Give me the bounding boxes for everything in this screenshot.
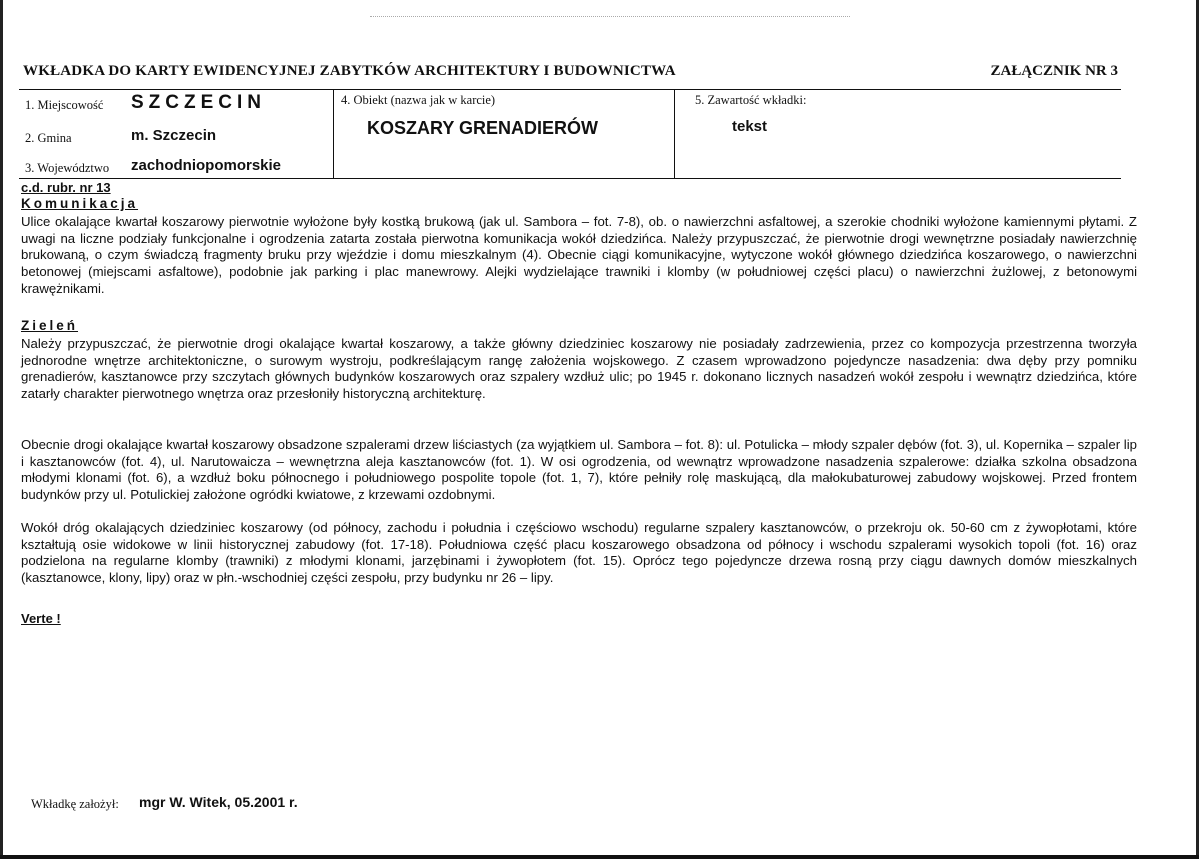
verte-note: Verte !: [21, 611, 61, 626]
document-title: WKŁADKA DO KARTY EWIDENCYJNEJ ZABYTKÓW ARCHITEKTURY I BUDOWNICTWA: [23, 63, 676, 79]
komunikacja-paragraph: Ulice okalające kwartał koszarowy pierwotnie wyłożone były kostką brukową (jak ul. Sambora – fot. 7-8), ob. o nawierzchni asfaltowej, a szerokie chodniki wyłożone kamiennymi płytami. Z uwagi na liczne podziały funkcjonalne i ogrodzenia zatarta została pierwotna komunikacja wokół dziedzińca. Należy przypuszczać, że pierwotnie drogi wewnętrzne posiadały nawierzchnię brukowaną, o czym świadczą fragmenty bruku przy wjeździe i domu mieszkalnym (4). Obecnie ciągi komunikacyjne, wytyczone wokół głównego dziedzińca koszarowego, o nawierzchni betonowej (miejscami asfaltowe), podobnie jak parking i plac manewrowy. Alejki wydzielające trawniki i klomby (w południowej części placu) o nawierzchni żużlowej, z betonowymi krawężnikami.: [21, 214, 1137, 296]
location-column: [19, 90, 334, 178]
page-border-bottom: [0, 855, 1199, 859]
zielen-paragraph-3: Wokół dróg okalających dziedziniec koszarowy (od północy, zachodu i południa i częściowo wschodu) regularne szpalery kasztanowców, o przekroju ok. 50-60 cm z żywopłotami, które kształtują osie widokowe w linii historycznej zabudowy (fot. 17-18). Południowa część placu koszarowego obsadzona od północy i wschodu szpalerami wysokich topoli (fot. 16) oraz podzielona na regularne klomby (trawniki) z młodymi klonami, jarzębinami i żywopłotem (fot. 15). Oprócz tego pojedyncze drzewa rosną przy ciągu dawnych domów mieszkalnych (kasztanowce, klony, lipy) oraz w płn.-wschodniej części zespołu, przy budynku nr 26 – lipy.: [21, 520, 1137, 586]
object-column: [334, 90, 675, 178]
wojewodztwo-value: zachodniopomorskie: [131, 157, 282, 174]
wojewodztwo-label: 3. Województwo: [25, 161, 110, 175]
section-reference: c.d. rubr. nr 13: [21, 180, 111, 195]
annex-number: ZAŁĄCZNIK NR 3: [990, 63, 1118, 79]
zielen-heading: Zieleń: [21, 318, 79, 333]
top-dotted-line: [370, 16, 850, 17]
miejscowosc-value: SZCZECIN: [131, 92, 266, 113]
page-border-left: [0, 0, 3, 859]
zawartosc-label: 5. Zawartość wkładki:: [695, 93, 807, 107]
zielen-paragraph-2: Obecnie drogi okalające kwartał koszarowy obsadzone szpalerami drzew liściastych (za wyjątkiem ul. Sambora – fot. 8): ul. Potulicka – młody szpaler dębów (fot. 3), ul. Kopernika – szpaler lip i kasztanowców (fot. 4), ul. Narutowaicza – wewnętrzna aleja kasztanowców (fot. 1). W osi ogrodzenia, od wewnątrz wprowadzone nasadzenia szpalerowe: działka szkolna obsadzona młodymi klonami (fot. 6), a wzdłuż boku północnego i południowego pospolite topole (fot. 1, 7), które pełniły rolę maskującą, dla małokubaturowej zabudowy wojskowej. Przed frontem budynków przy ul. Potulickiej założone ogródki kwiatowe, z krzewami ozdobnymi.: [21, 437, 1137, 503]
obiekt-value: KOSZARY GRENADIERÓW: [367, 118, 599, 138]
zielen-paragraph-1: Należy przypuszczać, że pierwotnie drogi okalające kwartał koszarowy, a także główny dziedziniec koszarowy nie posiadały zadrzewienia, przez co kompozycja przestrzenna tworzyła jednorodne wnętrze architektoniczne, o surowym wystroju, podkreślającym rangę założenia wojskowego. Z czasem wprowadzono pojedyncze nasadzenia: dwa dęby przy pomniku grenadierów, kasztanowce przy szczytach głównych budynków koszarowych oraz szpalery wzdłuż ulic; po 1945 r. dokonano licznych nasadzeń wokół zespołu i wewnątrz dziedzińca, które zatarły charakter pierwotnego wnętrza oraz przesłoniły historyczną architekturę.: [21, 336, 1137, 402]
content-column: [676, 90, 1121, 178]
author-value: mgr W. Witek, 05.2001 r.: [139, 794, 298, 810]
gmina-value: m. Szczecin: [131, 127, 217, 144]
author-label: Wkładkę założył:: [31, 797, 119, 811]
obiekt-label: 4. Obiekt (nazwa jak w karcie): [341, 93, 496, 107]
gmina-label: 2. Gmina: [25, 131, 72, 145]
komunikacja-heading: Komunikacja: [21, 196, 139, 211]
form-header-table: [19, 89, 1121, 179]
zawartosc-value: tekst: [732, 118, 768, 135]
miejscowosc-label: 1. Miejscowość: [25, 98, 104, 112]
